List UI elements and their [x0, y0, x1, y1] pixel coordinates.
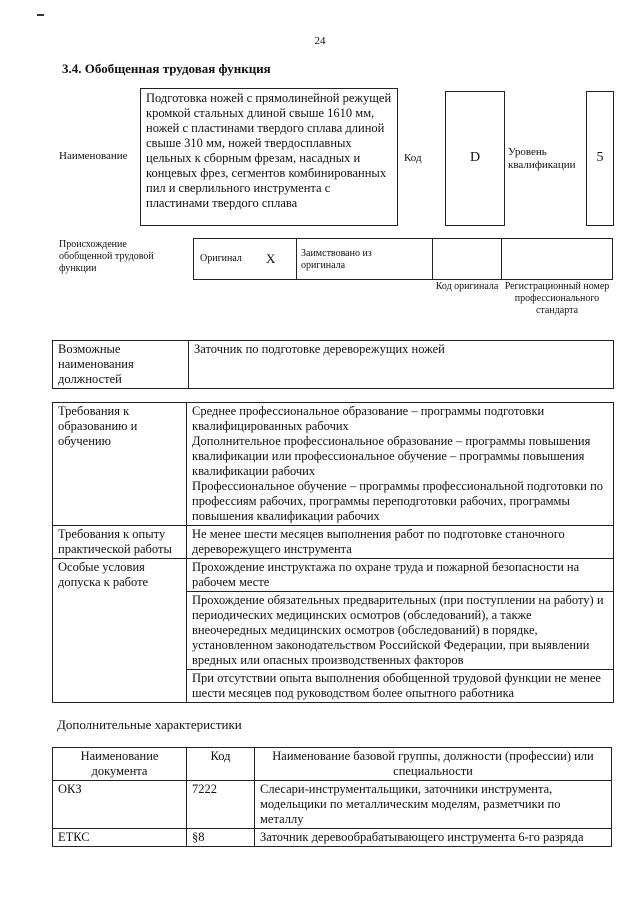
- special-conditions-value: Прохождение обязательных предварительных (при поступлении на работу) и периодических медицинских осмотров (обследований), а также внеочередных медицинских осмотров (обследований) в порядке, установленном законодательством Российской Федерации, при выявлении вредных или опасных производственных факторов: [187, 592, 614, 670]
- education-label: Требования к образованию и обучению: [53, 403, 187, 526]
- code-label: Код: [404, 152, 422, 164]
- additional-header: Наименование документа: [53, 748, 187, 781]
- scan-mark: [37, 14, 44, 16]
- level-value: 5: [596, 150, 604, 165]
- origin-divider: [501, 239, 502, 279]
- name-label: Наименование: [59, 150, 128, 162]
- additional-cell: Заточник деревообрабатывающего инструмента 6-го разряда: [255, 829, 612, 847]
- code-box: [445, 91, 505, 226]
- borrowed-label: Заимствовано из оригинала: [301, 248, 372, 271]
- additional-cell: ЕТКС: [53, 829, 187, 847]
- page-number: 24: [314, 35, 326, 47]
- code-value: D: [469, 150, 481, 165]
- additional-title: Дополнительные характеристики: [57, 717, 242, 732]
- special-conditions-label: Особые условия допуска к работе: [53, 559, 187, 703]
- positions-label: Возможные наименования должностей: [53, 341, 189, 389]
- special-conditions-value: Прохождение инструктажа по охране труда и пожарной безопасности на рабочем месте: [187, 559, 614, 592]
- additional-cell: Слесари-инструментальщики, заточники инструмента, модельщики по металлическим моделям, разметчики по металлу: [255, 781, 612, 829]
- experience-label: Требования к опыту практической работы: [53, 526, 187, 559]
- origin-divider: [296, 239, 297, 279]
- education-value: Среднее профессиональное образование – программы подготовки квалифицированных рабочих: [187, 403, 614, 435]
- code-original-caption: Код оригинала: [435, 281, 499, 292]
- level-label: Уровень квалификации: [508, 146, 576, 171]
- additional-cell: §8: [187, 829, 255, 847]
- positions-table: [52, 340, 614, 389]
- requirements-table: [52, 402, 614, 703]
- level-box: [586, 91, 614, 226]
- original-label: Оригинал: [200, 253, 242, 264]
- section-title: 3.4. Обобщенная трудовая функция: [62, 61, 271, 76]
- education-value: Профессиональное обучение – программы профессиональной подготовки по профессиям рабочих, программы переподготовки рабочих, программы повышения квалификации рабочих: [187, 479, 614, 526]
- origin-table: [193, 238, 613, 280]
- additional-cell: 7222: [187, 781, 255, 829]
- origin-label: Происхождение обобщенной трудовой функции: [59, 239, 154, 274]
- positions-value: Заточник по подготовке дереворежущих ножей: [189, 341, 614, 389]
- function-name-box: [140, 88, 398, 226]
- education-value: Дополнительное профессиональное образование – программы повышения квалификации или профессиональное обучение – программы повышения квалификации рабочих: [187, 434, 614, 479]
- reg-number-caption: Регистрационный номер профессионального стандарта: [504, 281, 610, 316]
- additional-table: [52, 747, 612, 847]
- additional-header: Наименование базовой группы, должности (профессии) или специальности: [255, 748, 612, 781]
- original-mark: X: [266, 251, 276, 266]
- special-conditions-value: При отсутствии опыта выполнения обобщенной трудовой функции не менее шести месяцев под руководством более опытного работника: [187, 670, 614, 703]
- additional-header: Код: [187, 748, 255, 781]
- function-name-value: Подготовка ножей с прямолинейной режущей кромкой стальных длиной свыше 1610 мм, ножей с пластинами твердого сплава длиной свыше 310 мм, ножей твердосплавных цельных к сборным фрезам, насадных и концевых фрез, сегментов комбинированных пил и сверлильного инструмента с пластинами твердого сплава: [146, 91, 392, 210]
- experience-value: Не менее шести месяцев выполнения работ по подготовке станочного дереворежущего инструмента: [187, 526, 614, 559]
- additional-cell: ОКЗ: [53, 781, 187, 829]
- origin-divider: [432, 239, 433, 279]
